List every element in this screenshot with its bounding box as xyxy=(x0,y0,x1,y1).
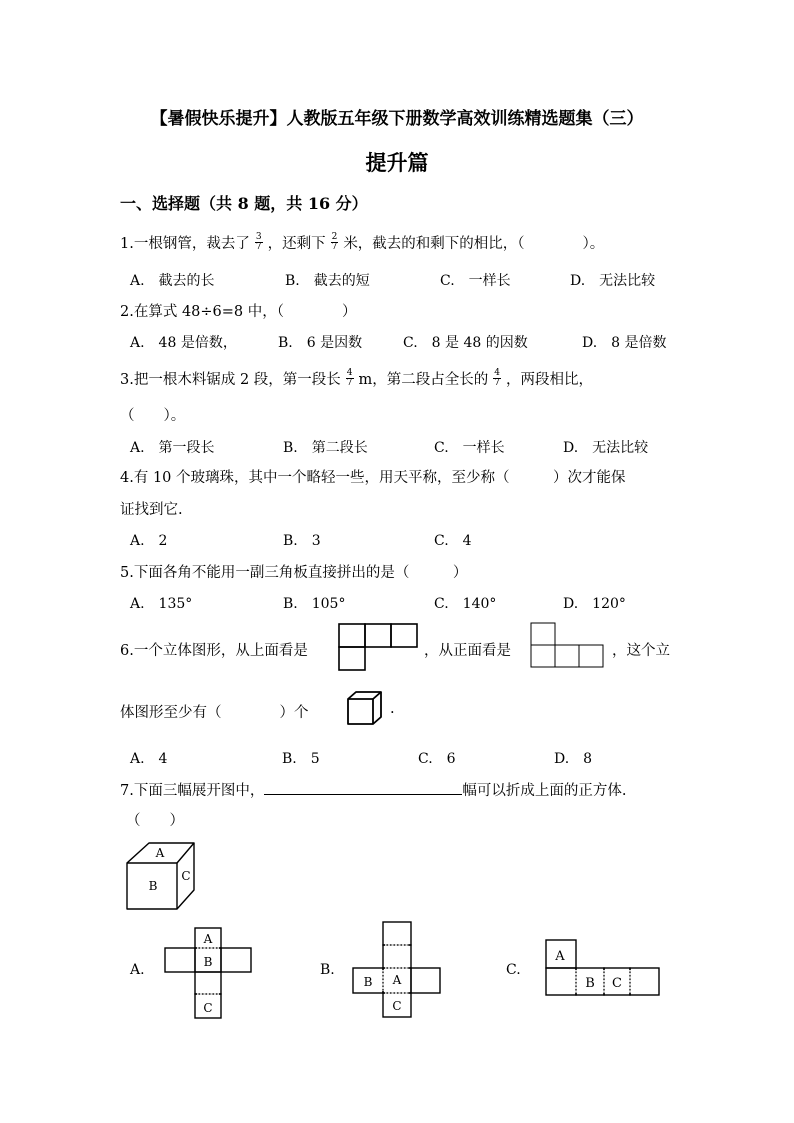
net-a-face-1: A xyxy=(203,932,213,946)
net-b-label[interactable]: B. xyxy=(320,962,335,978)
question-4: 4.有 10 个玻璃珠，其中一个略轻一些，用天平称，至少称（ ）次才能保 xyxy=(120,470,626,486)
section-heading: 一、选择题（共 8 题，共 16 分） xyxy=(120,194,368,213)
q1-option-a[interactable]: A. 截去的长 xyxy=(130,273,215,289)
q6-option-a[interactable]: A. 4 xyxy=(130,751,168,767)
q3-option-d[interactable]: D. 无法比较 xyxy=(563,440,649,456)
q3-text-post: ，两段相比， xyxy=(506,372,593,388)
net-a-face-2: B xyxy=(203,955,213,969)
q1-option-d[interactable]: D. 无法比较 xyxy=(570,273,656,289)
cube-icon xyxy=(346,690,384,726)
question-3 xyxy=(120,368,593,390)
q1-text-pre: 1.一根钢管，裁去了 xyxy=(120,236,250,252)
q5-option-d[interactable]: D. 120° xyxy=(563,596,626,612)
q2-option-b[interactable]: B. 6 是因数 xyxy=(278,335,363,351)
net-b-face-2: A xyxy=(392,973,402,987)
q2-option-d[interactable]: D. 8 是倍数 xyxy=(582,335,667,351)
net-a-figure[interactable] xyxy=(164,926,252,1020)
question-5: 5.下面各角不能用一副三角板直接拼出的是（ ） xyxy=(120,565,468,581)
q3-option-c[interactable]: C. 一样长 xyxy=(434,440,505,456)
q1-fraction-1: $\frac{3}{7}$ xyxy=(255,231,262,252)
q6-text-mid: ，从正面看是 xyxy=(424,643,511,659)
net-c-face-1: A xyxy=(555,949,565,964)
q6-line-2: 体图形至少有（ ）个 xyxy=(120,705,309,721)
question-7 xyxy=(120,779,626,800)
document-title: 【暑假快乐提升】人教版五年级下册数学高效训练精选题集（三） xyxy=(150,109,644,129)
q1-text-post: 米，截去的和剩下的相比，（ ）。 xyxy=(343,236,605,252)
q7-answer-blank[interactable] xyxy=(264,780,462,795)
q7-reference-cube xyxy=(124,840,198,912)
q6-option-d[interactable]: D. 8 xyxy=(554,751,593,767)
q3-fraction-1: $\frac{4}{7}$ xyxy=(346,367,353,388)
q1-text-mid: ，还剩下 xyxy=(267,236,326,252)
question-1 xyxy=(120,232,604,254)
q4-line-2: 证找到它. xyxy=(120,502,183,518)
q6-front-view-figure xyxy=(530,622,606,668)
net-c-face-2: B xyxy=(585,976,595,991)
q3-option-a[interactable]: A. 第一段长 xyxy=(130,440,215,456)
q7-line-2: （ ） xyxy=(126,813,184,829)
cube-face-front: B xyxy=(148,879,158,893)
q6-option-c[interactable]: C. 6 xyxy=(418,751,456,767)
q4-option-a[interactable]: A. 2 xyxy=(130,533,168,549)
net-a-face-3: C xyxy=(203,1001,213,1015)
q7-text-post: 幅可以折成上面的正方体. xyxy=(462,783,627,799)
net-c-figure[interactable] xyxy=(544,938,662,998)
q3-text-mid: m，第二段占全长的 xyxy=(358,372,489,388)
cube-face-right: C xyxy=(181,869,191,883)
net-c-face-3: C xyxy=(612,976,622,991)
q5-option-b[interactable]: B. 105° xyxy=(283,596,346,612)
q1-fraction-2: $\frac{2}{7}$ xyxy=(331,231,338,252)
net-b-face-1: B xyxy=(363,975,373,989)
q2-option-c[interactable]: C. 8 是 48 的因数 xyxy=(403,335,528,351)
q3-text-pre: 3.把一根木料锯成 2 段，第一段长 xyxy=(120,372,341,388)
q1-option-c[interactable]: C. 一样长 xyxy=(440,273,511,289)
q3-option-b[interactable]: B. 第二段长 xyxy=(283,440,368,456)
q3-line-2: （ ）。 xyxy=(120,408,186,424)
question-2: 2.在算式 48÷6=8 中，（ ） xyxy=(120,304,357,320)
net-c-label[interactable]: C. xyxy=(506,962,521,978)
q6-line-2-end: . xyxy=(390,701,395,717)
q4-option-c[interactable]: C. 4 xyxy=(434,533,472,549)
cube-face-top: A xyxy=(155,846,165,860)
q3-fraction-2: $\frac{4}{7}$ xyxy=(494,367,500,388)
q5-option-a[interactable]: A. 135° xyxy=(130,596,193,612)
q5-option-c[interactable]: C. 140° xyxy=(434,596,497,612)
q1-option-b[interactable]: B. 截去的短 xyxy=(285,273,370,289)
q6-option-b[interactable]: B. 5 xyxy=(282,751,320,767)
net-b-figure[interactable] xyxy=(352,920,442,1020)
q2-option-a[interactable]: A. 48 是倍数， xyxy=(130,335,237,351)
q6-text-post: ，这个立 xyxy=(612,643,670,659)
q7-text-pre: 7.下面三幅展开图中， xyxy=(120,783,265,799)
q4-option-b[interactable]: B. 3 xyxy=(283,533,321,549)
document-subtitle: 提升篇 xyxy=(365,150,429,175)
q6-text-pre: 6.一个立体图形，从上面看是 xyxy=(120,643,308,659)
q6-top-view-figure xyxy=(338,623,418,671)
net-b-face-3: C xyxy=(392,999,402,1013)
net-a-label[interactable]: A. xyxy=(130,962,145,978)
